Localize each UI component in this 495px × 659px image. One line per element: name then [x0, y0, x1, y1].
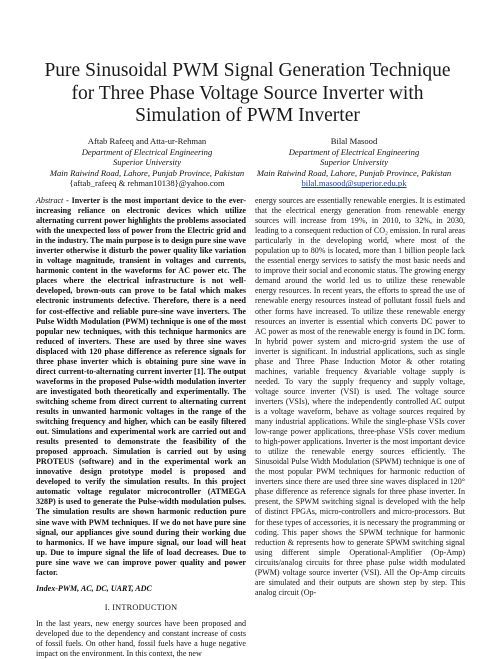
title-line: for Three Phase Voltage Source Inverter with	[71, 82, 424, 104]
author-email: {aftab_rafeeq & rehman10138}@yahoo.com	[69, 178, 225, 189]
author-block-1	[36, 136, 258, 189]
author-address: Main Raiwind Road, Lahore, Punjab Province, Pakistan	[256, 167, 452, 178]
title-line: Pure Sinusoidal PWM Signal Generation Technique	[44, 60, 451, 81]
abstract-lead: Abstract	[36, 196, 64, 205]
paper-title	[30, 60, 465, 128]
author-email-link[interactable]: bilal.masood@superior.edu.pk	[301, 178, 407, 189]
abstract	[36, 196, 246, 578]
author-name: Bilal Masood	[330, 136, 378, 146]
author-department: Department of Electrical Engineering	[81, 146, 213, 157]
author-address: Main Raiwind Road, Lahore, Punjab Province, Pakistan	[49, 167, 245, 178]
author-name: Aftab Rafeeq and Atta-ur-Rehman	[87, 136, 207, 146]
title-line: Simulation of PWM Inverter	[135, 105, 360, 126]
author-university: Superior University	[112, 157, 182, 168]
section-heading-introduction: I. INTRODUCTION	[104, 602, 178, 612]
body-paragraph: energy sources are essentially renewable energies. It is estimated that the electrical energy generation from renewable energy sources will increase from 19%, in 2010, to 32%, in 2030, leading to a consequent reduction of CO₂ emission. In rural areas particularly in the developing world, where most of the population up to 80% is located, more than 1 billion people lack the essential energy services to satisfy the most basic needs and to improve their social and economic status. The growing energy demand around the world led us to utilize these renewable energy resources. In recent years, the efforts to spread the use of renewable energy resources instead of pollutant fossil fuels and other forms have increased. To utilize these renewable energy resources an inverter is essential which converts DC power to AC power as most of the renewable energy is found in DC form. In hybrid power system and micro-grid system the use of inverter is significant. In industrial applications, such as single phase and Three Phase Induction Motor & other rotating machines, variable frequency &variable voltage supply is needed. To vary the supply frequency and supply voltage, voltage source inverter (VSI) is used. The voltage source inverters (VSIs), where the independently controlled AC output is a voltage waveform, behave as voltage sources required by many industrial applications. While the single-phase VSIs cover low-range power applications, three-phase VSIs cover medium to high-power applications. Inverter is the most important device to utilize the renewable energy sources efficiently. The Sinusoidal Pulse Width Modulation (SPWM) technique is one of the most popular PWM techniques for harmonic reduction of inverters since there are used three sine waves displaced in 120° phase difference as reference signals for three phase inverter. In present, the SPWM switching signal is developed with the help of distinct FPGAs, micro-controllers and micro-processors. But for these types of accessories, it is necessary the programming or coding. This paper shows the SPWM technique for harmonic reduction & represents how to generate SPWM switching signal using different simple Operational-Amplifier (Op-Amp) circuits/analog circuits for three phase pulse width modulated (PWM) voltage source inverter (VSI). All the Op-Amp circuits are simulated and their outputs are shown step by step. This analog circuit (Op-	[255, 196, 465, 597]
intro-paragraph: In the last years, new energy sources have been proposed and developed due to the dependency and constant increase of costs of fossil fuels. On other hand, fossil fuels have a huge negative impact on the environment. In this context, the new	[36, 618, 246, 659]
abstract-text: - Inverter is the most important device to the ever-increasing reliance on electronic devices which utilize alternating current power highlights the problems associated with the unexpected loss of power from the Electric grid and in the industry. The main purpose is to design pure sine wave inverter otherwise it disturb the power quality like variation in voltage magnitude, transient in voltages and currents, harmonic content in the waveforms for AC power etc. The places where the electrical infrastructure is not well-developed, brown-outs can prove to be fatal which makes electronic instruments defective. Therefore, there is a need for cost-effective and reliable pure-sine wave inverters. The Pulse Width Modulation (PWM) technique is one of the most popular new techniques, with this technique harmonics are reduced of inverters. These are used by three sine waves displaced with 120 phase difference as reference signals for three phase inverter which is obtaining pure sine wave in direct current-to-alternating current inverter [1]. The output waveforms in the proposed Pulse-width modulation inverter are investigated both theoretically and experimentally. The switching scheme from direct current to alternating current results in unwanted harmonic voltages in the range of the switching frequency and higher, which can be easily filtered out. Simulations and experimental work are carried out and results presented to demonstrate the feasibility of the proposed approach. Simulation is carried out by using PROTEUS (software) and in the experimental work an innovative design prototype model is proposed and developed to verify the simulation results. In this project automatic voltage regulator microcontroller (ATMEGA 328P) is used to generate the Pulse-width modulation pulses. The simulation results are shown harmonic reduction pure sine wave with PWM techniques. If we do not have pure sine signal, our appliances give sound during their working due to harmonics. If we have impure signal, our load will heat up. Due to impure signal the life of load decreases. Due to pure sine wave we can improve power quality and power factor.	[36, 196, 246, 577]
index-terms: Index-PWM, AC, DC, UART, ADC	[36, 583, 152, 593]
author-university: Superior University	[319, 157, 389, 168]
right-column	[255, 196, 465, 598]
left-column	[36, 196, 246, 659]
author-block-2	[243, 136, 465, 189]
author-department: Department of Electrical Engineering	[288, 146, 420, 157]
